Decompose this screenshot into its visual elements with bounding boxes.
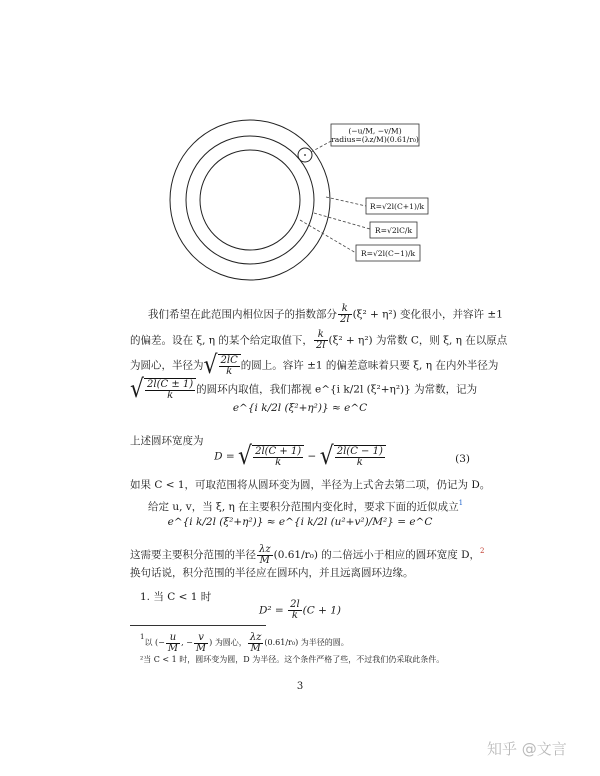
watermark: 知乎 @文言: [487, 740, 567, 758]
radius-label-outer: R=√2l(C+1)/k: [369, 202, 425, 211]
footnote-1: 1以 (− $\frac{u}{M}$ , − $\frac{v}{M}$ ) 为圆心， $\frac{\lambda z}{M}$ (0.61/r₀) 为半径的圆。: [140, 631, 349, 654]
eq3-lhs: D =: [214, 450, 235, 463]
footnote-2: ²当 C < 1 时，圆环变为圆，D 为半径。这个条件严格了些，不过我们仍采取此条件。: [140, 655, 445, 664]
center-dot: [304, 154, 306, 156]
leader-line-center: [311, 140, 333, 152]
p1-text-a: 我们希望在此范围内相位因子的指数部分: [148, 308, 337, 321]
p1-text-d: (ξ² + η²) 为常数 C，则 ξ, η 在以原点: [328, 334, 508, 347]
width-intro: 上述圆环宽度为: [130, 435, 204, 447]
leader-line-middle: [314, 213, 370, 229]
paragraph-3: 给定 u, v，当 ξ, η 在主要积分范围内变化时，要求下面的近似成立$^1$: [148, 499, 464, 513]
footnote-marker-2[interactable]: 2: [480, 547, 485, 555]
equation-number: (3): [455, 453, 470, 465]
p1-sqrt: √ $\frac{2lC}{k}$: [204, 354, 241, 377]
equation-3: [130, 443, 470, 477]
paragraph-1-line-4: [130, 374, 478, 404]
p4-fraction: $\frac{\lambda z}{M}$: [259, 543, 271, 566]
leader-line-inner: [300, 220, 356, 253]
outer-circle: [170, 120, 330, 280]
equation-approx-2: e^{i k/2l (ξ²+η²)} ≈ e^{i k/2l (u²+v²)/M²} = e^C: [167, 516, 433, 528]
paragraph-2: 如果 C < 1，可取范围将从圆环变为圆，半径为上式舍去第二项，仍记为 D。: [130, 479, 491, 491]
paragraph-4-line-1: 这需要主要积分范围的半径 $\frac{\lambda z}{M}$ (0.61/r₀) 的二倍远小于相应的圆环宽度 D，$^2$: [130, 543, 485, 566]
p1-text-c: 的偏差。设在 ξ, η 的某个给定取值下，: [130, 334, 313, 347]
equation-approx: e^{i k/2l (ξ²+η²)} ≈ e^C: [232, 402, 368, 414]
paragraph-1-line-1: [148, 303, 503, 325]
paragraph-4-line-2: 换句话说，积分范围的半径应在圆环内，并且远离圆环边缘。: [130, 567, 414, 579]
center-annotation-line1: (−u/M, −v/M): [348, 126, 402, 136]
middle-circle: [186, 136, 314, 264]
ring-figure: [0, 0, 600, 300]
paragraph-1-line-2: [130, 329, 508, 351]
footnote-marker-1[interactable]: 1: [458, 499, 464, 507]
eq3-sqrt-1: √ $\frac{2l(C + 1)}{k}$: [238, 445, 304, 468]
p1-text-f: 的圆上。容许 ±1 的偏差意味着只要 ξ, η 在内外半径为: [240, 359, 499, 372]
inner-circle: [200, 150, 300, 250]
footnote-rule: [130, 625, 266, 626]
list-item-1: 1. 当 C < 1 时: [140, 591, 212, 603]
page-number: 3: [296, 681, 304, 692]
leader-line-outer: [326, 197, 366, 206]
radius-label-middle: R=√2lC/k: [374, 226, 413, 235]
p1-text-g: 的圆环内取值，我们都视 e^{i k/2l (ξ²+η²)} 为常数，记为: [196, 383, 478, 396]
eq3-sqrt-2: √ $\frac{2l(C - 1)}{k}$: [320, 445, 386, 468]
p1-fraction-2: $\frac{k}{2l}$: [315, 329, 326, 351]
eq3-minus: −: [307, 450, 317, 463]
radius-label-inner: R=√2l(C−1)/k: [360, 249, 416, 258]
p1-fraction: $\frac{k}{2l}$: [340, 303, 350, 325]
equation-D2: D² = $\frac{2l}{k}$ (C + 1): [258, 599, 342, 621]
p1-text-b: (ξ² + η²) 变化很小，并容许 ±1: [352, 308, 503, 321]
paragraph-1-line-3: [130, 350, 499, 380]
p1-text-e: 为圆心，半径为: [130, 359, 204, 372]
center-annotation-line2: radius=(λz/M)(0.61/r₀): [331, 135, 419, 144]
p1-sqrt-2: √ $\frac{2l(C \pm 1)}{k}$: [130, 378, 196, 401]
